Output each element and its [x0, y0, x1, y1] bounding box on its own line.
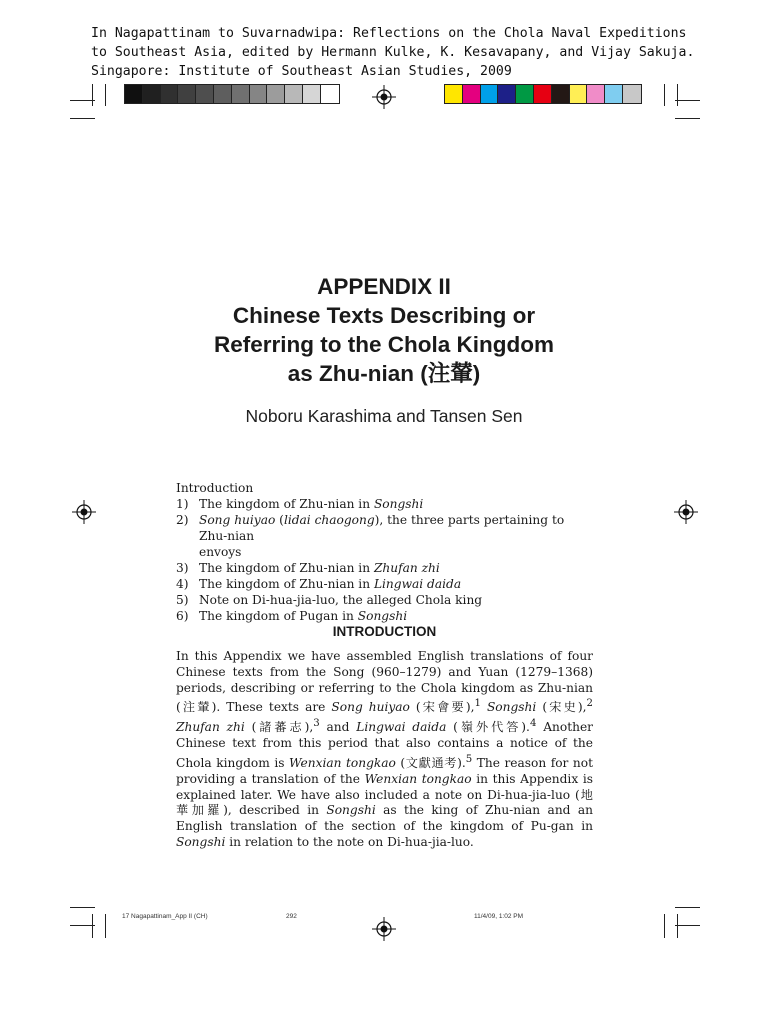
color-swatch	[623, 85, 641, 103]
registration-mark-icon	[674, 500, 698, 524]
registration-mark-icon	[72, 500, 96, 524]
introduction-paragraph: In this Appendix we have assembled English translations of four Chinese texts from the Song (960–1279) and Yuan (1279–1368) periods, describing or referring to the Chola kingdom as Zhu-nian (注輦). These texts are Song huiyao (宋會要),$^1$ Songshi (宋史),$^2$ Zhufan zhi (諸蕃志),$^3$ and Lingwai daida (嶺外代答).$^4$ Another Chinese text from this period that also contains a notice of the Chola kingdom is Wenxian tongkao (文獻通考).$^5$ The reason for not providing a translation of the Wenxian tongkao in this Appendix is explained later. We have also included a note on Di-hua-jia-luo (地華加羅), described in Songshi as the king of Zhu-nian and an English translation of the section of the kingdom of Pu-gan in Songshi in relation to the note on Di-hua-jia-luo.	[176, 649, 594, 849]
color-swatch	[605, 85, 623, 103]
gray-swatch	[285, 85, 303, 103]
color-swatch	[481, 85, 499, 103]
citation-header: In Nagapattinam to Suvarnadwipa: Reflections on the Chola Naval Expeditions to Southeast Asia, edited by Hermann Kulke, K. Kesavapany, and Vijay Sakuja. Singapore: Institute of Southeast Asian Studies, 2009	[91, 26, 695, 79]
title-line: APPENDIX II	[317, 274, 451, 299]
gray-swatch	[143, 85, 161, 103]
registration-mark-icon	[372, 85, 396, 109]
contents-item: 1) The kingdom of Zhu-nian in Songshi	[176, 497, 424, 511]
color-swatch	[534, 85, 552, 103]
process-color-bar	[444, 84, 642, 104]
color-swatch	[570, 85, 588, 103]
crop-mark	[675, 925, 700, 926]
gray-swatch	[125, 85, 143, 103]
title-line: Referring to the Chola Kingdom	[214, 332, 554, 357]
gray-swatch	[196, 85, 214, 103]
color-swatch	[587, 85, 605, 103]
contents-heading: Introduction	[176, 481, 254, 495]
color-swatch	[463, 85, 481, 103]
footer-page-number: 292	[286, 913, 297, 920]
contents-item-continuation: envoys	[199, 545, 242, 559]
gray-swatch	[250, 85, 268, 103]
contents-item: 4) The kingdom of Zhu-nian in Lingwai daida	[176, 577, 462, 591]
contents-item: 2) Song huiyao (lidai chaogong), the three parts pertaining to Zhu-nian	[176, 513, 565, 543]
footer-filename: 17 Nagapattinam_App II (CH)	[122, 913, 208, 920]
crop-mark	[677, 914, 678, 938]
gray-swatch	[161, 85, 179, 103]
appendix-title	[150, 272, 618, 388]
gray-swatch	[303, 85, 321, 103]
gray-swatch	[232, 85, 250, 103]
color-swatch	[498, 85, 516, 103]
crop-mark	[675, 118, 700, 119]
crop-mark	[675, 907, 700, 908]
crop-mark	[677, 84, 678, 106]
crop-mark	[105, 84, 106, 106]
authors: Noboru Karashima and Tansen Sen	[245, 406, 523, 426]
contents-list	[176, 480, 596, 624]
crop-mark	[664, 84, 665, 106]
gray-swatch	[267, 85, 285, 103]
gray-swatch	[178, 85, 196, 103]
grayscale-color-bar	[124, 84, 340, 104]
color-swatch	[552, 85, 570, 103]
footer-timestamp: 11/4/09, 1:02 PM	[474, 913, 524, 920]
contents-item: 3) The kingdom of Zhu-nian in Zhufan zhi	[176, 561, 440, 575]
color-swatch	[516, 85, 534, 103]
crop-mark	[675, 100, 700, 101]
title-line: Chinese Texts Describing or	[232, 303, 536, 328]
crop-mark	[70, 118, 95, 119]
color-swatch	[445, 85, 463, 103]
contents-item: 5) Note on Di-hua-jia-luo, the alleged Chola king	[176, 593, 483, 607]
section-heading: INTRODUCTION	[332, 624, 437, 639]
crop-mark	[92, 914, 93, 938]
crop-mark	[70, 907, 95, 908]
crop-mark	[92, 84, 93, 106]
registration-mark-icon	[372, 917, 396, 941]
crop-mark	[105, 914, 106, 938]
crop-mark	[70, 925, 95, 926]
crop-mark	[664, 914, 665, 938]
contents-item: 6) The kingdom of Pugan in Songshi	[176, 609, 408, 623]
title-line: as Zhu-nian (注輦)	[287, 361, 481, 386]
gray-swatch	[214, 85, 232, 103]
gray-swatch	[321, 85, 339, 103]
